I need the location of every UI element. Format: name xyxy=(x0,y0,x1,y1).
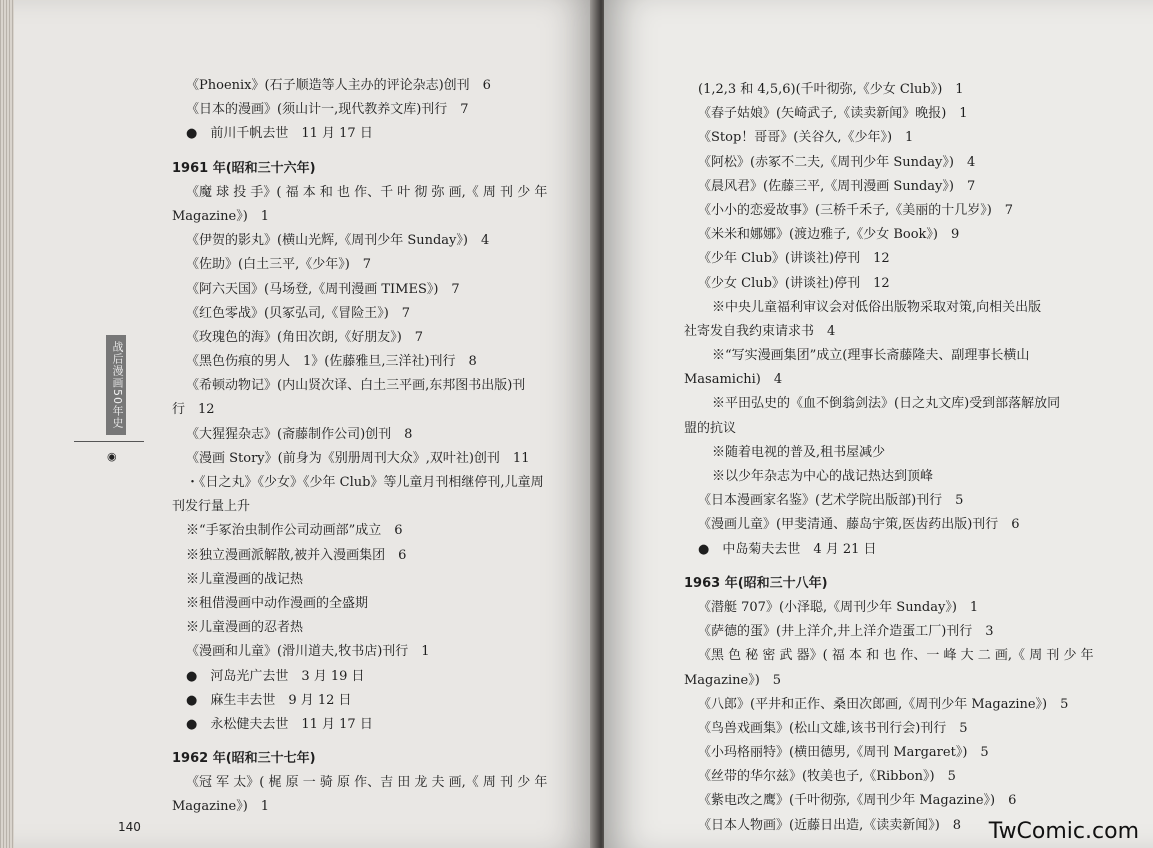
right-page xyxy=(604,0,1153,848)
line-text: 《日本人物画》(近藤日出造,《读卖新闻》) 8 xyxy=(698,817,962,833)
text-line xyxy=(172,665,582,689)
text-line xyxy=(172,771,582,795)
line-text: 《大猩猩杂志》(斋藤制作公司)创刊 8 xyxy=(186,426,413,442)
text-line xyxy=(684,538,1124,562)
text-line xyxy=(684,78,1124,102)
sidebar-mark-icon: ◉ xyxy=(107,450,117,463)
text-line xyxy=(172,374,582,398)
line-text: ※平田弘史的《血不倒翁剑法》(日之丸文库)受到部落解放同 xyxy=(712,396,1061,412)
line-text: 盟的抗议 xyxy=(684,420,737,436)
spacer xyxy=(172,147,582,157)
line-text: 刊发行量上升 xyxy=(172,499,251,515)
text-line xyxy=(684,789,1124,813)
line-text: 《玫瑰色的海》(角田次朗,《好朋友》) 7 xyxy=(186,329,424,345)
line-text: 《少女 Club》(讲谈社)停刊 12 xyxy=(698,275,890,291)
line-text: Magazine》) 5 xyxy=(684,672,782,688)
text-line xyxy=(172,471,582,495)
line-text: 《鸟兽戏画集》(松山文雄,该书刊行会)刊行 5 xyxy=(698,720,968,736)
line-text: ※随着电视的普及,租书屋减少 xyxy=(712,444,886,460)
text-line xyxy=(172,568,582,592)
line-text: 《春子姑娘》(矢崎武子,《读卖新闻》晚报) 1 xyxy=(698,106,968,122)
line-text: 《米米和娜娜》(渡边雅子,《少女 Book》) 9 xyxy=(698,227,960,243)
text-line xyxy=(172,592,582,616)
line-text: Masamichi) 4 xyxy=(684,372,783,388)
line-text: ● 永松健夫去世 11 月 17 日 xyxy=(186,716,373,732)
text-line xyxy=(684,344,1124,368)
text-line xyxy=(684,596,1124,620)
text-line xyxy=(172,253,582,277)
left-page xyxy=(14,0,594,848)
text-line xyxy=(684,465,1124,489)
line-text: ※“写实漫画集团”成立(理事长斋藤隆夫、副理事长横山 xyxy=(712,348,1030,364)
text-line xyxy=(172,229,582,253)
line-text: 1961 年(昭和三十六年) xyxy=(172,160,316,176)
line-text: ※“手冢治虫制作公司动画部”成立 6 xyxy=(186,523,403,539)
line-text: 《阿六天国》(马场登,《周刊漫画 TIMES》) 7 xyxy=(186,281,460,297)
text-line xyxy=(684,102,1124,126)
line-text: 《伊贺的影丸》(横山光辉,《周刊少年 Sunday》) 4 xyxy=(186,233,490,249)
text-line xyxy=(684,296,1124,320)
text-line xyxy=(172,326,582,350)
text-line xyxy=(172,350,582,374)
text-line xyxy=(684,368,1124,392)
text-line xyxy=(172,74,582,98)
spacer xyxy=(684,562,1124,572)
line-text: Magazine》) 1 xyxy=(172,208,270,224)
line-text: 《小小的恋爱故事》(三桥千禾子,《美丽的十几岁》) 7 xyxy=(698,202,1014,218)
line-text: 《红色零战》(贝冢弘司,《冒险王》) 7 xyxy=(186,305,411,321)
text-line xyxy=(172,519,582,543)
right-text-column xyxy=(684,78,1124,838)
text-line xyxy=(172,302,582,326)
running-head-sidebar: 战后漫画50年史 xyxy=(106,335,126,435)
line-text: 《漫画 Story》(前身为《别册周刊大众》,双叶社)创刊 11 xyxy=(186,450,530,466)
line-text: 1962 年(昭和三十七年) xyxy=(172,751,316,767)
text-line xyxy=(172,278,582,302)
text-line xyxy=(172,713,582,737)
line-text: 社寄发自我约束请求书 4 xyxy=(684,323,836,339)
year-heading xyxy=(172,157,582,181)
text-line xyxy=(684,717,1124,741)
sidebar-rule xyxy=(74,441,144,442)
text-line xyxy=(172,423,582,447)
line-text: ※以少年杂志为中心的战记热达到顶峰 xyxy=(712,469,934,484)
line-text: 《日本漫画家名鉴》(艺术学院出版部)刊行 5 xyxy=(698,493,964,509)
line-text: ※儿童漫画的战记热 xyxy=(186,571,304,587)
line-text: 1963 年(昭和三十八年) xyxy=(684,575,828,591)
line-text: ● 中岛菊夫去世 4 月 21 日 xyxy=(698,541,877,557)
text-line xyxy=(172,795,582,819)
text-line xyxy=(684,513,1124,537)
text-line xyxy=(684,489,1124,513)
spacer xyxy=(172,737,582,747)
watermark: TwComic.com xyxy=(988,819,1139,844)
line-text: 《萨德的蛋》(井上洋介,井上洋介造蛋工厂)刊行 3 xyxy=(698,624,994,640)
line-text: 《日本的漫画》(须山计一,现代教养文库)刊行 7 xyxy=(186,102,469,118)
line-text: ※独立漫画派解散,被并入漫画集团 6 xyxy=(186,547,407,563)
line-text: 《黑色伤痕的男人 1》(佐藤雅旦,三洋社)刊行 8 xyxy=(186,354,477,370)
text-line xyxy=(684,693,1124,717)
text-line xyxy=(684,392,1124,416)
text-line xyxy=(172,98,582,122)
line-text: 《冠 军 太》( 梶 原 一 骑 原 作、吉 田 龙 夫 画,《 周 刊 少 年 xyxy=(186,775,548,791)
page-edges xyxy=(0,0,14,848)
line-text: 《黑 色 秘 密 武 器》( 福 本 和 也 作、一 峰 大 二 画,《 周 刊 少 年 xyxy=(698,648,1094,664)
text-line xyxy=(684,644,1124,668)
text-line xyxy=(684,223,1124,247)
text-line xyxy=(684,199,1124,223)
text-line xyxy=(684,765,1124,789)
line-text: ・《日之丸》《少女》《少年 Club》等儿童月刊相继停刊,儿童周 xyxy=(186,475,544,490)
line-text: ※中央儿童福利审议会对低俗出版物采取对策,向相关出版 xyxy=(712,299,1042,315)
year-heading xyxy=(684,572,1124,596)
text-line xyxy=(684,741,1124,765)
line-text: 《晨风君》(佐藤三平,《周刊漫画 Sunday》) 7 xyxy=(698,178,976,194)
text-line xyxy=(172,181,582,205)
text-line xyxy=(172,122,582,146)
line-text: 《少年 Club》(讲谈社)停刊 12 xyxy=(698,251,890,267)
text-line xyxy=(684,151,1124,175)
text-line xyxy=(684,272,1124,296)
text-line xyxy=(172,640,582,664)
text-line xyxy=(172,616,582,640)
text-line xyxy=(684,669,1124,693)
line-text: ※儿童漫画的忍者热 xyxy=(186,620,304,636)
text-line xyxy=(172,495,582,519)
line-text: 《阿松》(赤冢不二夫,《周刊少年 Sunday》) 4 xyxy=(698,154,976,170)
text-line xyxy=(684,441,1124,465)
line-text: ● 河岛光广去世 3 月 19 日 xyxy=(186,668,365,684)
text-line xyxy=(684,175,1124,199)
text-line xyxy=(684,126,1124,150)
line-text: ● 前川千帆去世 11 月 17 日 xyxy=(186,126,373,142)
text-line xyxy=(684,620,1124,644)
line-text: 《漫画儿童》(甲斐清通、藤岛宇策,医齿药出版)刊行 6 xyxy=(698,517,1020,533)
line-text: 《魔 球 投 手》( 福 本 和 也 作、千 叶 彻 弥 画,《 周 刊 少 年 xyxy=(186,184,548,200)
left-text-column xyxy=(172,74,582,820)
line-text: ※租借漫画中动作漫画的全盛期 xyxy=(186,595,369,611)
line-text: 《小玛格丽特》(横田德男,《周刊 Margaret》) 5 xyxy=(698,745,989,761)
text-line xyxy=(172,398,582,422)
line-text: 《佐助》(白土三平,《少年》) 7 xyxy=(186,257,372,273)
line-text: 《漫画和儿童》(滑川道夫,牧书店)刊行 1 xyxy=(186,644,430,660)
line-text: 《紫电改之鹰》(千叶彻弥,《周刊少年 Magazine》) 6 xyxy=(698,793,1017,809)
text-line xyxy=(684,247,1124,271)
line-text: 《Stop！哥哥》(关谷久,《少年》) 1 xyxy=(698,130,914,146)
line-text: 行 12 xyxy=(172,402,215,418)
page-number: 140 xyxy=(118,820,141,834)
year-heading xyxy=(172,747,582,771)
line-text: 《Phoenix》(石子顺造等人主办的评论杂志)创刊 6 xyxy=(186,78,491,93)
line-text: 《八郎》(平井和正作、桑田次郎画,《周刊少年 Magazine》) 5 xyxy=(698,696,1069,712)
text-line xyxy=(172,205,582,229)
line-text: (1,2,3 和 4,5,6)(千叶彻弥,《少女 Club》) 1 xyxy=(698,82,964,97)
line-text: 《潜艇 707》(小泽聪,《周刊少年 Sunday》) 1 xyxy=(698,599,979,615)
text-line xyxy=(172,544,582,568)
text-line xyxy=(172,689,582,713)
text-line xyxy=(172,447,582,471)
text-line xyxy=(684,320,1124,344)
line-text: 《希顿动物记》(内山贤次译、白土三平画,东邦图书出版)刊 xyxy=(186,378,526,394)
line-text: Magazine》) 1 xyxy=(172,799,270,815)
line-text: ● 麻生丰去世 9 月 12 日 xyxy=(186,692,352,708)
text-line xyxy=(684,417,1124,441)
line-text: 《丝带的华尔兹》(牧美也子,《Ribbon》) 5 xyxy=(698,769,956,785)
